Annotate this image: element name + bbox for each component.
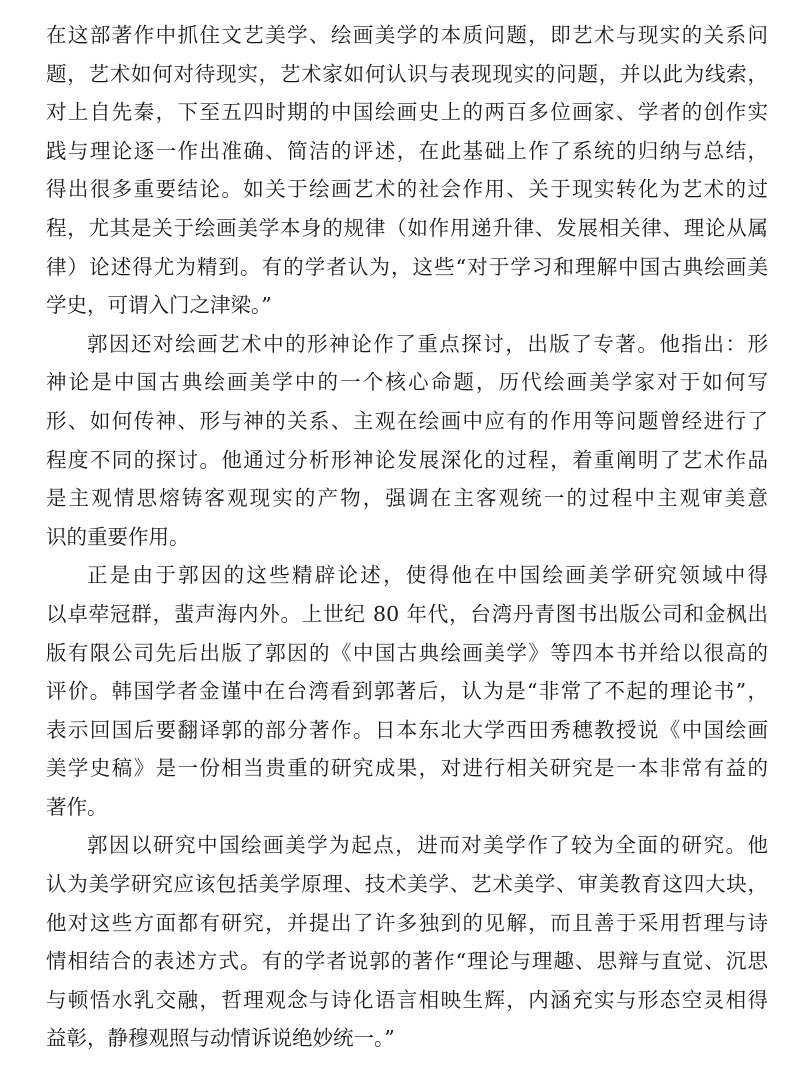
paragraph-1 bbox=[46, 16, 768, 325]
text-line: 神论是中国古典绘画美学中的一个核心命题，历代绘画美学家对于如何写 bbox=[46, 370, 768, 395]
text-line: 得出很多重要结论。如关于绘画艺术的社会作用、关于现实转化为艺术的过 bbox=[46, 177, 768, 202]
document-page bbox=[46, 16, 768, 1058]
text-line: 评价。韩国学者金谨中在台湾看到郭著后，认为是“非常了不起的理论书”， bbox=[46, 679, 768, 704]
text-line: 版有限公司先后出版了郭因的《中国古典绘画美学》等四本书并给以很高的 bbox=[46, 640, 768, 665]
text-line: 学史，可谓入门之津梁。” bbox=[46, 293, 272, 318]
text-line: 他对这些方面都有研究，并提出了许多独到的见解，而且善于采用哲理与诗 bbox=[46, 910, 768, 935]
text-line: 程度不同的探讨。他通过分析形神论发展深化的过程，着重阐明了艺术作品 bbox=[46, 447, 768, 472]
text-line: 律）论述得尤为精到。有的学者认为，这些“对于学习和理解中国古典绘画美 bbox=[46, 254, 768, 279]
text-line: 益彰，静穆观照与动情诉说绝妙统一。” bbox=[46, 1026, 395, 1051]
paragraph-2 bbox=[46, 325, 768, 557]
text-line: 著作。 bbox=[46, 794, 108, 819]
text-line: 郭因以研究中国绘画美学为起点，进而对美学作了较为全面的研究。他 bbox=[87, 833, 768, 858]
text-line: 题，艺术如何对待现实，艺术家如何认识与表现现实的问题，并以此为线索， bbox=[46, 61, 768, 86]
text-line: 与顿悟水乳交融，哲理观念与诗化语言相映生辉，内涵充实与形态空灵相得 bbox=[46, 987, 768, 1012]
paragraph-3 bbox=[46, 556, 768, 826]
text-line: 践与理论逐一作出准确、简洁的评述，在此基础上作了系统的归纳与总结， bbox=[46, 138, 768, 163]
text-line: 识的重要作用。 bbox=[46, 524, 190, 549]
text-line: 情相结合的表述方式。有的学者说郭的著作“理论与理趣、思辩与直觉、沉思 bbox=[46, 949, 768, 974]
text-line: 在这部著作中抓住文艺美学、绘画美学的本质问题，即艺术与现实的关系问 bbox=[46, 23, 768, 47]
text-line: 程，尤其是关于绘画美学本身的规律（如作用递升律、发展相关律、理论从属 bbox=[46, 215, 768, 240]
text-line: 郭因还对绘画艺术中的形神论作了重点探讨，出版了专著。他指出：形 bbox=[87, 331, 768, 356]
text-line: 正是由于郭因的这些精辟论述，使得他在中国绘画美学研究领域中得 bbox=[87, 563, 768, 588]
text-line: 以卓荦冠群，蜚声海内外。上世纪 80 年代，台湾丹青图书出版公司和金枫出 bbox=[46, 601, 768, 626]
paragraph-4 bbox=[46, 826, 768, 1058]
text-line: 是主观情思熔铸客观现实的产物，强调在主客观统一的过程中主观审美意 bbox=[46, 486, 768, 511]
text-line: 表示回国后要翻译郭的部分著作。日本东北大学西田秀穗教授说《中国绘画 bbox=[46, 717, 768, 742]
text-line: 对上自先秦，下至五四时期的中国绘画史上的两百多位画家、学者的创作实 bbox=[46, 100, 768, 125]
text-line: 形、如何传神、形与神的关系、主观在绘画中应有的作用等问题曾经进行了 bbox=[46, 408, 768, 433]
text-line: 认为美学研究应该包括美学原理、技术美学、艺术美学、审美教育这四大块， bbox=[46, 872, 768, 897]
text-line: 美学史稿》是一份相当贵重的研究成果，对进行相关研究是一本非常有益的 bbox=[46, 756, 768, 781]
